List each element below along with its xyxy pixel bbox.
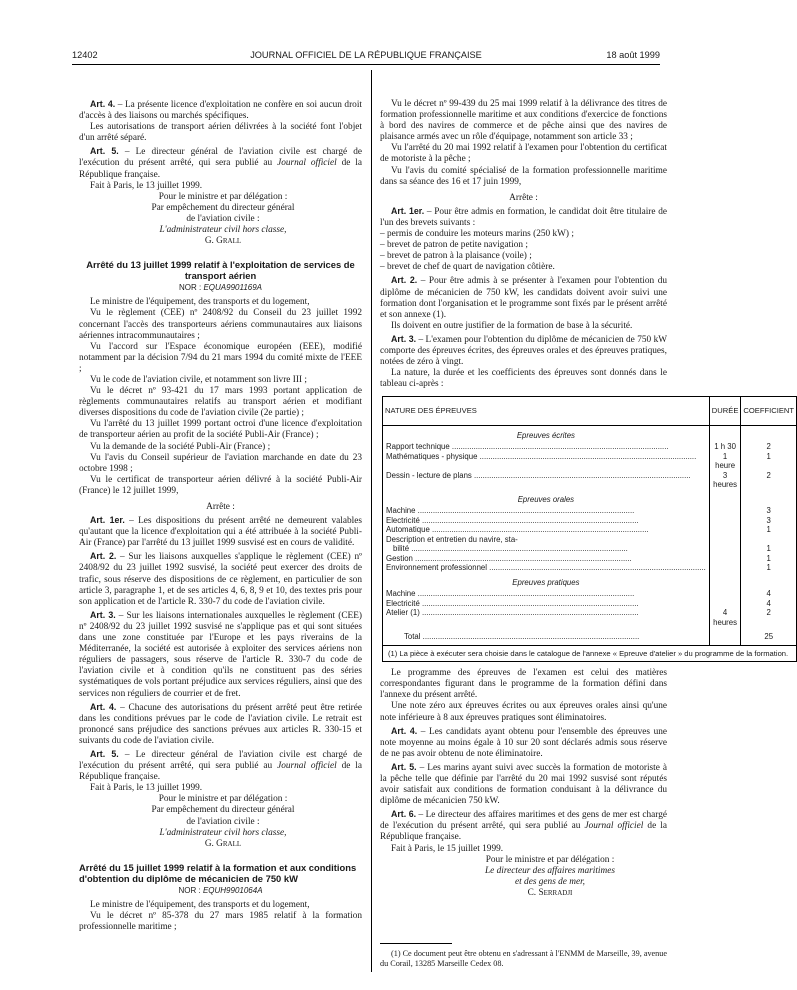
done-at: Fait à Paris, le 15 juillet 1999. <box>391 843 504 854</box>
article-label: Art. 1er. <box>90 515 125 526</box>
signature-line: de l'aviation civile : <box>186 213 260 224</box>
signature-line: Pour le ministre et par délégation : <box>158 191 288 202</box>
paragraph: Vu le certificat de transporteur aérien délivré à la société Publi-Air (France) le 12 juillet 1999, <box>79 474 362 496</box>
list-item: – brevet de chef de quart de navigation côtière. <box>380 262 667 273</box>
article-label: Art. 2. <box>90 551 117 562</box>
journal-ref: Journal officiel <box>584 821 644 832</box>
paragraph-text: – Sur les liaisons internationales auxquelles le règlement (CEE) nº 2408/92 du 23 juillet 1992 susvisé ne s'applique pas et qui sont situées dans une zone constituée par l'Europe et les pays riverains de la Méditerranée, la société est autorisée à exploiter des services aériens non réguliers de passagers, sous réserve de l'article R. 330-7 du code de l'aviation civile et à condition qu'ils ne constituent pas des séries systématiques de vols portant préjudice aux services réguliers, ainsi que des services non réguliers de courrier et de fret. <box>79 610 362 699</box>
article-label: Art. 6. <box>391 809 417 820</box>
paragraph: Le ministre de l'équipement, des transports et du logement, <box>90 899 310 910</box>
paragraph: Ils doivent en outre justifier de la formation de base à la sécurité. <box>391 320 633 331</box>
table-row <box>383 608 797 627</box>
paragraph <box>79 749 362 783</box>
paragraph-text: – La présente licence d'exploitation ne confère en soi aucun droit d'accès à des liaisons ou marchés spécifiques. <box>79 100 362 122</box>
table-cell: 1 h 30 <box>709 442 741 452</box>
signature-line: Par empêchement du directeur général <box>151 805 295 816</box>
column-header: DURÉE <box>709 397 741 426</box>
table-cell: Total ..... <box>386 632 706 642</box>
table-row <box>383 442 797 452</box>
column-divider <box>371 70 372 972</box>
table-cell <box>709 627 741 645</box>
signature-block <box>79 192 362 247</box>
table-cell: Electricité ..... <box>386 599 706 609</box>
signatory-name: G. Grall <box>204 838 242 849</box>
signature-line: Le directeur des affaires maritimes <box>485 865 615 876</box>
table-cell: 4 heures <box>709 608 741 627</box>
paragraph-text: – Sur les liaisons auxquelles s'applique le règlement (CEE) nº 2408/92 du 23 juillet 1992 susvisé, la société peut exercer des droits de trafic, sous réserve des dispositions de ce règlement, en particulier de son article 3, paragraphe 1, et de ses articles 4, 6, 8, 9 et 10, des textes pris pour son application et de l'article R. 330-7 du code de l'aviation civile. <box>79 552 362 607</box>
paragraph-text: – Le directeur général de l'aviation civile est chargé de l'exécution du présent arrêté, qui sera publié au <box>79 147 362 169</box>
signatory-name: C. Serradji <box>527 887 573 898</box>
paragraph <box>79 551 362 607</box>
table-row <box>383 471 797 490</box>
table-row <box>383 525 797 535</box>
table-cell <box>709 490 741 507</box>
table-row <box>383 452 797 471</box>
paragraph <box>380 809 667 843</box>
signature-block <box>79 794 362 849</box>
paragraph: Vu la demande de la société Publi-Air (France) ; <box>90 441 271 452</box>
paragraph: Une note zéro aux épreuves écrites ou aux épreuves orales ainsi qu'une note inférieure à 8 aux épreuves pratiques sont éliminatoires. <box>380 701 667 723</box>
nor-code: EQUA9901169A <box>203 283 263 293</box>
paragraph: Vu le règlement (CEE) nº 2408/92 du Conseil du 23 juillet 1992 concernant l'accès des transporteurs aériens communautaires aux liaisons aériennes intracommunautaires ; <box>79 308 362 341</box>
nor-code: EQUH9901064A <box>202 885 263 895</box>
table-cell: 3 <box>766 515 771 525</box>
nor-label: NOR : <box>178 283 202 293</box>
table-cell: Atelier (1) ..... <box>386 608 706 618</box>
section-label: Epreuves orales <box>517 494 575 504</box>
total-row <box>383 627 797 645</box>
table-cell <box>709 506 741 516</box>
table-row <box>383 599 797 609</box>
column-header: COEFFICIENT <box>741 397 797 426</box>
issue-date: 18 août 1999 <box>606 50 660 60</box>
article-label: Art. 5. <box>90 146 119 157</box>
table-row <box>383 589 797 599</box>
list-item: – brevet de patron de petite navigation ; <box>380 240 667 251</box>
table-cell <box>709 425 741 442</box>
paragraph: Les autorisations de transport aérien délivrées à la société font l'objet d'un arrêté séparé. <box>79 122 362 144</box>
table-cell: 1 <box>766 451 771 461</box>
paragraph-text: – Chacune des autorisations du présent arrêté peut être retirée dans les conditions prévues par le code de l'aviation civile. Le retrait est prononcé sans préjudice des sanctions prévues aux articles R. 330-15 et suivants du code de l'aviation civile. <box>79 702 362 746</box>
footnote: (1) Ce document peut être obtenu en s'adressant à l'ENMM de Marseille, 39, avenue du Corail, 13285 Marseille Cedex 08. <box>380 949 668 969</box>
paragraph: Vu le code de l'aviation civile, et notamment son livre III ; <box>90 374 307 385</box>
table-cell <box>741 425 797 442</box>
table-cell <box>709 599 741 609</box>
signature-line: de l'aviation civile : <box>186 816 260 827</box>
paragraph: Vu l'avis du comité spécialisé de la formation professionnelle maritime dans sa séance des 16 et 17 juin 1999, <box>380 165 667 187</box>
paragraph: Vu le décret nº 85-378 du 27 mars 1985 relatif à la formation professionnelle maritime ; <box>79 911 362 933</box>
brevet-list <box>380 229 667 273</box>
table-cell <box>709 573 741 590</box>
paragraph-text: – Les marins ayant suivi avec succès la formation de motoriste à la pêche telle que définie par l'arrêté du 20 mai 1992 susvisé sont réputés avoir satisfait aux conditions de formation conduisant à la délivrance du diplôme de mécanicien 750 kW. <box>380 762 667 807</box>
table-cell: 3 <box>766 506 771 516</box>
table-cell <box>741 535 797 554</box>
table-row <box>383 563 797 573</box>
decree-title: Arrêté du 15 juillet 1999 relatif à la formation et aux conditions d'obtention du diplôme de mécanicien de 750 kW <box>79 861 357 884</box>
table-cell: 1 <box>766 563 771 573</box>
exam-table <box>382 396 797 662</box>
paragraph-text: – Pour être admis à se présenter à l'examen pour l'obtention du diplôme de mécanicien de 750 kW, les candidats doivent avoir suivi une formation dont l'organisation et le programme sont fixés par le présent arrêté et son annexe (1). <box>380 276 667 320</box>
paragraph: Le ministre de l'équipement, des transports et du logement, <box>90 297 310 308</box>
paragraph <box>380 726 667 760</box>
journal-ref: Journal officiel <box>277 761 337 772</box>
table-cell: Gestion ..... <box>386 554 706 564</box>
paragraph: Vu l'arrêté du 20 mai 1992 relatif à l'examen pour l'obtention du certificat de motoriste à la pêche ; <box>380 143 667 165</box>
table-row <box>383 554 797 564</box>
paragraph-text: – Pour être admis en formation, le candidat doit être titulaire de l'un des brevets suivants : <box>380 206 667 228</box>
paragraph-text: de la République française. <box>79 158 362 180</box>
nor-label: NOR : <box>178 885 201 895</box>
table-note-row <box>383 645 797 661</box>
table-cell: bilité ..... <box>386 544 706 554</box>
table-cell: Machine ..... <box>386 506 706 516</box>
table-cell <box>709 589 741 599</box>
paragraph <box>79 146 362 180</box>
paragraph <box>79 99 362 122</box>
table-cell <box>709 535 741 554</box>
done-at: Fait à Paris, le 13 juillet 1999. <box>90 783 203 794</box>
paragraph: Vu l'arrêté du 13 juillet 1999 portant octroi d'une licence d'exploitation de transporteur aérien au profit de la société Publi-Air (France) ; <box>79 419 362 441</box>
arrete-heading: Arrête : <box>206 502 235 512</box>
table-cell: Description et entretien du navire, sta- <box>386 534 518 544</box>
table-cell <box>709 563 741 573</box>
list-item: – permis de conduire les moteurs marins (250 kW) ; <box>380 229 667 240</box>
table-cell: 3 heures <box>709 471 741 490</box>
table-cell: 2 <box>766 470 771 480</box>
table-cell: Machine ..... <box>386 589 706 599</box>
column-header: NATURE DES ÉPREUVES <box>383 397 710 426</box>
table-cell: Environnement professionnel ..... <box>386 563 706 573</box>
signature-line: Pour le ministre et par délégation : <box>485 854 615 865</box>
section-row <box>383 425 797 442</box>
table-header-row <box>383 397 797 426</box>
article-label: Art. 4. <box>90 99 116 109</box>
table-cell <box>709 516 741 526</box>
paragraph <box>380 334 667 368</box>
journal-title: JOURNAL OFFICIEL DE LA RÉPUBLIQUE FRANÇAISE <box>250 50 482 60</box>
journal-ref: Journal officiel <box>277 158 337 169</box>
paragraph <box>380 762 667 807</box>
paragraph-text: – Le directeur des affaires maritimes et des gens de mer est chargé de l'exécution du présent arrêté, qui sera publié au <box>380 810 667 832</box>
footnote-rule <box>380 943 452 944</box>
table-cell: Mathématiques - physique ..... <box>386 452 706 462</box>
paragraph: La nature, la durée et les coefficients des épreuves sont donnés dans le tableau ci-après : <box>380 368 667 390</box>
left-column <box>79 99 362 933</box>
nor-reference <box>79 885 362 896</box>
arrete-heading: Arrête : <box>509 192 538 203</box>
article-label: Art. 4. <box>90 701 117 712</box>
section-row <box>383 490 797 507</box>
paragraph-text: – Les candidats ayant obtenu pour l'ensemble des épreuves une note moyenne au moins égale à 10 sur 20 sont déclarés admis sous réserve de ne pas avoir obtenu de note éliminatoire. <box>380 726 667 759</box>
table-cell: 1 <box>766 544 771 554</box>
page-header <box>72 50 660 62</box>
article-label: Art. 3. <box>90 609 116 620</box>
section-label: Epreuves écrites <box>516 430 575 440</box>
signature-line: et des gens de mer, <box>515 876 585 887</box>
paragraph: Vu l'avis du Conseil supérieur de l'aviation marchande en date du 23 octobre 1998 ; <box>79 452 362 474</box>
table-cell <box>741 573 797 590</box>
done-at: Fait à Paris, le 13 juillet 1999. <box>90 180 203 191</box>
page-number: 12402 <box>72 50 98 60</box>
table-cell: Rapport technique ..... <box>386 442 706 452</box>
nor-reference <box>79 282 362 293</box>
signature-line: Par empêchement du directeur général <box>151 202 295 213</box>
table-row <box>383 506 797 516</box>
header-rule <box>72 64 660 65</box>
signature-line: L'administrateur civil hors classe, <box>159 225 287 236</box>
table-cell: Automatique ..... <box>386 525 706 535</box>
paragraph <box>79 702 362 747</box>
paragraph <box>380 206 667 229</box>
signature-line: Pour le ministre et par délégation : <box>158 794 288 805</box>
table-cell: Dessin - lecture de plans ..... <box>386 471 706 481</box>
section-row <box>383 573 797 590</box>
table-cell: 1 heure <box>709 452 741 471</box>
table-cell: 25 <box>764 632 774 642</box>
article-label: Art. 3. <box>391 333 417 344</box>
table-cell: Electricité ..... <box>386 516 706 526</box>
paragraph <box>79 610 362 700</box>
paragraph-text: – Les dispositions du présent arrêté ne demeurent valables qu'autant que la licence d'exploitation qui a été attribuée à la société Publi-Air (France) par l'arrêté du 13 juillet 1999 susvisé est en cours de validité. <box>79 516 362 549</box>
decree-title: Arrêté du 13 juillet 1999 relatif à l'exploitation de services de transport aérien <box>86 259 355 282</box>
section-label: Epreuves pratiques <box>512 577 580 587</box>
table-cell: 2 <box>766 442 771 452</box>
paragraph-text: – L'examen pour l'obtention du diplôme de mécanicien de 750 kW comporte des épreuves écrites, des épreuves orales et des épreuves pratiques, notées de zéro à vingt. <box>380 334 667 368</box>
paragraph-text: de la République française. <box>380 821 668 843</box>
table-cell: 4 <box>766 598 771 608</box>
article-label: Art. 4. <box>391 725 418 736</box>
article-label: Art. 5. <box>391 761 417 772</box>
signatory-name: G. Grall <box>204 236 242 247</box>
table-cell <box>709 525 741 535</box>
paragraph: Vu le décret nº 99-439 du 25 mai 1999 relatif à la délivrance des titres de formation professionnelle maritime et aux conditions d'exercice de fonctions à bord des navires de commerce et de pêche ainsi que des navires de plaisance armés avec un rôle d'équipage, notamment son article 33 ; <box>380 99 667 143</box>
article-label: Art. 5. <box>90 748 119 759</box>
article-label: Art. 1er. <box>391 205 425 216</box>
table-cell <box>709 554 741 564</box>
paragraph <box>79 515 362 549</box>
table-cell <box>741 490 797 507</box>
table-cell: 1 <box>766 525 771 535</box>
table-row <box>383 516 797 526</box>
paragraph-text: – Le directeur général de l'aviation civile est chargé de l'exécution du présent arrêté, qui sera publié au <box>79 749 362 772</box>
table-row <box>383 535 797 554</box>
table-note: (1) La pièce à exécuter sera choisie dans le catalogue de l'annexe « Epreuve d'atelier » du programme de la formation. <box>383 645 797 661</box>
table-cell: 1 <box>766 553 771 563</box>
paragraph-text: de la République française. <box>79 761 362 783</box>
paragraph: Le programme des épreuves de l'examen est celui des matières correspondantes figurant dans le programme de la formation défini dans l'annexe du présent arrêté. <box>380 668 667 701</box>
signature-line: L'administrateur civil hors classe, <box>159 827 287 838</box>
paragraph: Vu le décret nº 93-421 du 17 mars 1993 portant application de règlements communautaires relatifs au transport aérien et modifiant diverses dispositions du code de l'aviation civile (2e partie) ; <box>79 386 362 419</box>
paragraph <box>380 275 667 320</box>
paragraph: Vu l'accord sur l'Espace économique européen (EEE), modifié notamment par la décision 7/94 du 21 mars 1994 du comité mixte de l'EEE ; <box>79 341 362 374</box>
signature-block <box>380 855 667 899</box>
table-cell: 2 <box>766 608 771 618</box>
list-item: – brevet de patron à la plaisance (voile) ; <box>380 251 667 262</box>
right-column <box>380 99 795 969</box>
article-label: Art. 2. <box>391 275 418 286</box>
table-cell: 4 <box>766 589 771 599</box>
